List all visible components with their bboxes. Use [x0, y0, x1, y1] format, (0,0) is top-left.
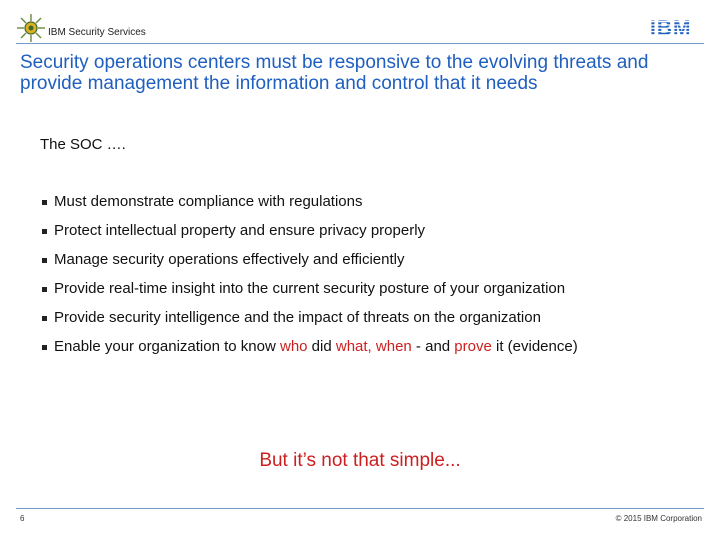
bullet-text: Must demonstrate compliance with regulations [54, 193, 363, 210]
list-item [42, 222, 682, 240]
list-item [42, 338, 682, 356]
ibm-stripe-logo [650, 18, 700, 38]
highlight-run: who [279, 338, 308, 355]
bullet-square-icon [42, 229, 47, 234]
slide-title: Security operations centers must be responsive to the evolving threats and provide management the information and control that it needs [20, 52, 649, 94]
text-run: did [307, 338, 336, 355]
bullet-text: Manage security operations effectively and efficiently [54, 251, 405, 268]
bullet-text-mixed [54, 338, 578, 355]
text-run: it (evidence) [491, 338, 578, 355]
bullet-text: Provide security intelligence and the impact of threats on the organization [54, 309, 541, 326]
bullet-square-icon [42, 345, 47, 350]
bullet-text: Provide real-time insight into the current security posture of your organization [54, 280, 566, 297]
bullet-square-icon [42, 287, 47, 292]
text-run: Enable your organization to know [54, 338, 280, 355]
list-item [42, 251, 682, 269]
punchline-text: But it’s not that simple... [259, 450, 461, 471]
list-item [42, 193, 682, 211]
bullet-list [42, 193, 682, 367]
bullet-square-icon [42, 258, 47, 263]
copyright-notice: © 2015 IBM Corporation [615, 514, 702, 523]
department-label: IBM Security Services [48, 27, 146, 38]
text-run: - and [411, 338, 455, 355]
bullet-square-icon [42, 200, 47, 205]
lead-text: The SOC …. [40, 136, 126, 153]
header-divider [16, 43, 704, 44]
list-item [42, 280, 682, 298]
ibm-sun-logo-icon [16, 13, 46, 43]
bullet-text: Protect intellectual property and ensure privacy properly [54, 222, 426, 239]
list-item [42, 309, 682, 327]
slide-header [0, 0, 720, 48]
bullet-square-icon [42, 316, 47, 321]
footer-divider [16, 508, 704, 509]
page-number: 6 [20, 514, 25, 523]
punchline [0, 450, 720, 472]
highlight-run: what, when [335, 338, 412, 355]
highlight-run: prove [454, 338, 492, 355]
